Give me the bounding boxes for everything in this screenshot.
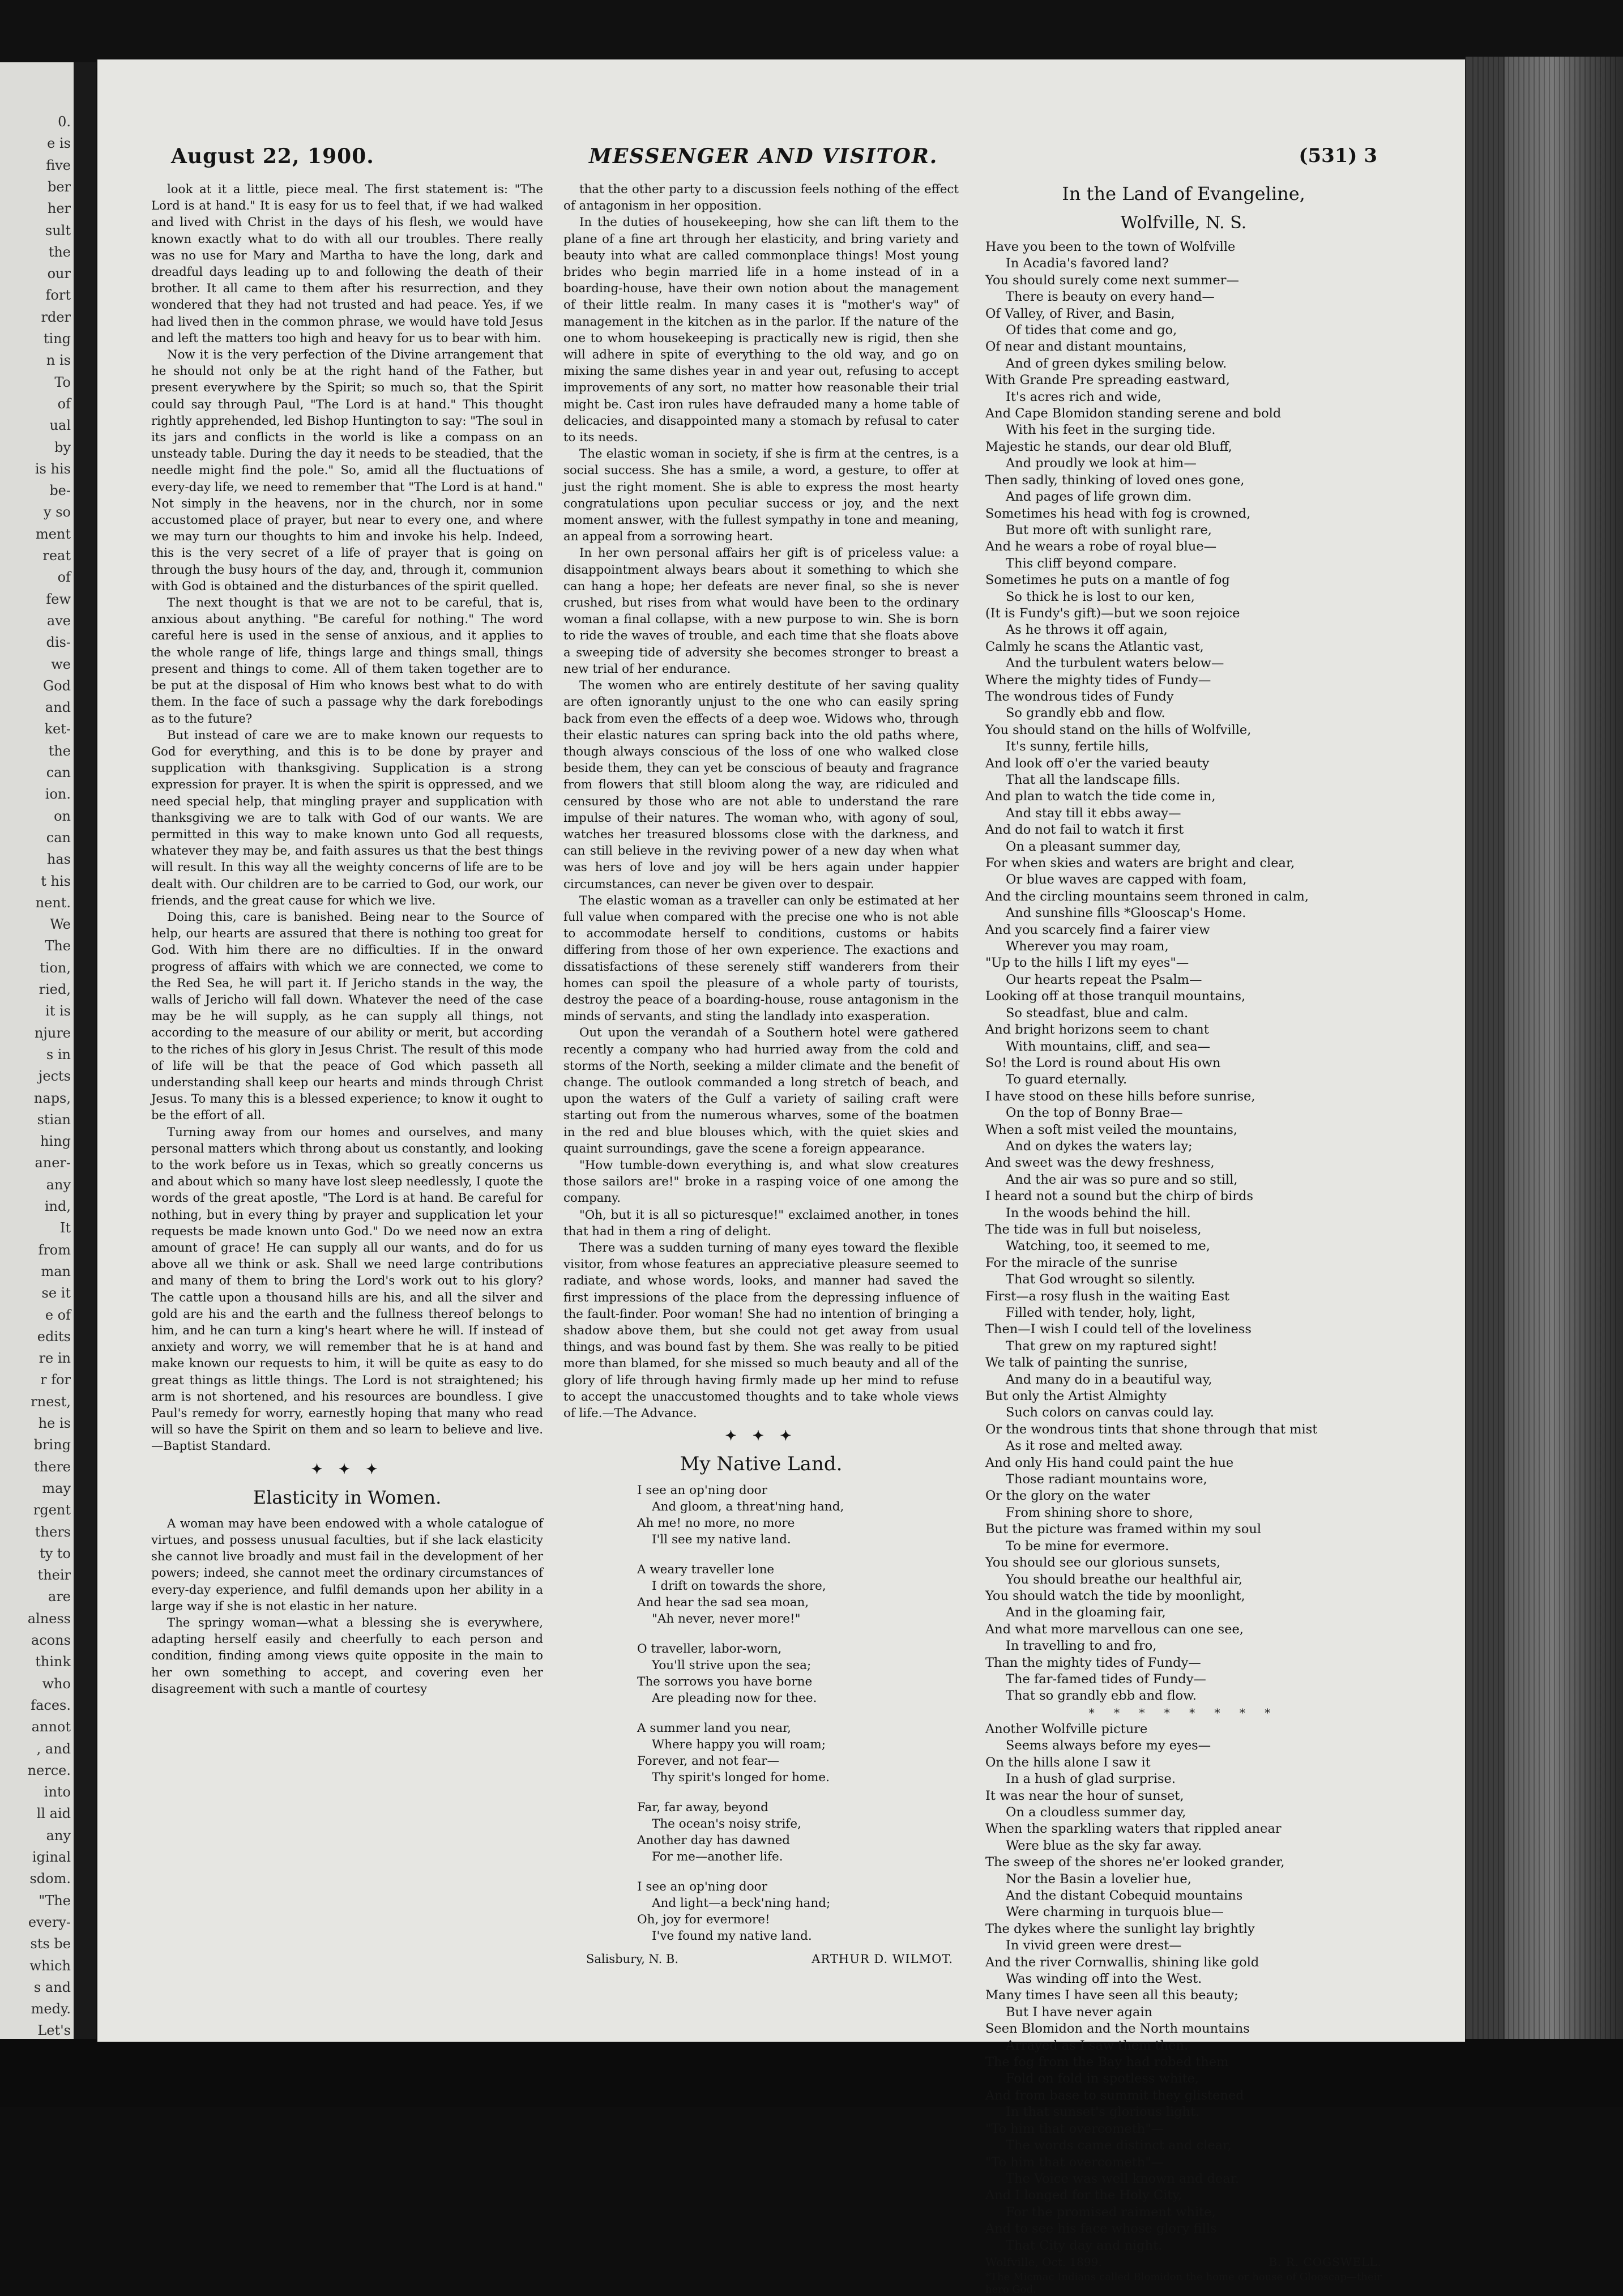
- facing-page-fragment: dis-: [46, 634, 71, 651]
- paragraph: "Oh, but it is all so picturesque!" exclaimed another, in tones that had in them a ring of delight.: [563, 1207, 959, 1239]
- poem-line: And only His hand could paint the hue: [985, 1455, 1234, 1470]
- native-land-place: Salisbury, N. B.: [586, 1952, 679, 1966]
- poem-line: Many times I have seen all this beauty;: [985, 1988, 1238, 2003]
- poem-line: With mountains, cliff, and sea—: [1006, 1039, 1211, 1054]
- poem-line: And he wears a robe of royal blue—: [985, 539, 1217, 554]
- poem-line: And pages of life grown dim.: [1006, 489, 1192, 505]
- paragraph: A woman may have been endowed with a whole catalogue of virtues, and possess unusual faculties, but if she lack elasticity she cannot live broadly and must fail in the development of her powers; indeed, she cannot meet the ordinary circumstances of every-day experience, and fulfil demands upon her ability in a large way if she is not elastic in her nature.: [151, 1516, 543, 1614]
- poem-line: And you scarcely find a fairer view: [985, 922, 1210, 937]
- poem-line: Nor the Basin a lovelier hue,: [1006, 1871, 1191, 1887]
- facing-page-fragment: are: [48, 1589, 71, 1605]
- poem-line: "Ah never, never more!": [652, 1612, 801, 1627]
- page-header: [171, 144, 1377, 178]
- poem-line: For when skies and waters are bright and clear,: [985, 856, 1295, 871]
- facing-page-fragment: alness: [27, 1610, 71, 1627]
- poem-line: And look off o'er the varied beauty: [985, 756, 1210, 771]
- poem-line: And many do in a beautiful way,: [1006, 1372, 1212, 1387]
- poem-line: Forever, and not fear—: [637, 1754, 779, 1769]
- poem-line: As he throws it off again,: [1006, 622, 1168, 638]
- facing-page-fragment: edits: [37, 1328, 71, 1345]
- facing-page-fragment: thers: [35, 1523, 71, 1540]
- facing-page-fragment: aner-: [35, 1155, 71, 1171]
- facing-page-fragment: rnest,: [31, 1393, 71, 1410]
- poem-line: You should surely come next summer—: [985, 272, 1240, 288]
- poem-line: There is beauty on every hand—: [1006, 289, 1215, 305]
- poem-line: The tide was in full but noiseless,: [985, 1222, 1202, 1237]
- poem-line: Thy spirit's longed for home.: [652, 1770, 830, 1785]
- poem-line: Was winding off into the West.: [1006, 1971, 1202, 1987]
- poem-line: Watching, too, it seemed to me,: [1006, 1239, 1210, 1254]
- facing-page-fragment: their: [37, 1567, 71, 1584]
- section-separator: ✦ ✦ ✦: [725, 1427, 797, 1444]
- poem-line: The sorrows you have borne: [637, 1675, 813, 1689]
- facing-page-fragment: ion.: [45, 786, 71, 803]
- paragraph: The women who are entirely destitute of her saving quality are often ignorantly unjust to the one who can easily spring back from even the effects of a deep woe. Widows who, through their elastic natures can spring back into the old paths where, though always conscious of the loss of one who walked close beside them, they can yet be conscious of beauty and fragrance from flowers that still bloom along the way, are ridiculed and censured by those who are not able to understand the rare impulse of their natures. The woman who, with agony of soul, watches her treasured blossoms close with the darkness, and can still believe in the reviving power of a new day when what was hers of love and joy will be hers again under happier circumstances, can never be given over to despair.: [563, 678, 959, 891]
- facing-page-fragment: Let's: [37, 2022, 71, 2039]
- facing-page-fragment: iginal: [32, 1849, 71, 1865]
- evangeline-poem-part-2: [985, 1721, 1382, 2254]
- poem-line: Calmly he scans the Atlantic vast,: [985, 639, 1204, 654]
- facing-page-fragment: nent.: [35, 894, 71, 911]
- paragraph: Out upon the verandah of a Southern hotel were gathered recently a company who had hurried away from the cold and storms of the North, seeking a milder climate and the benefit of change. The outlook commanded a long stretch of beach, and upon the waters of the Gulf a variety of sailing craft were starting out from the numerous wharves, some of the boatmen in the red and blue blouses which, with the quiet skies and quaint surroundings, gave the scene a foreign appearance.: [563, 1026, 959, 1156]
- worry-article-body: [151, 181, 543, 1455]
- poem-line: The words came distinct and clear,: [1006, 2138, 1232, 2153]
- evangeline-credit: [985, 2254, 1382, 2271]
- facing-page-fragment: ty to: [40, 1545, 71, 1561]
- poem-line: Or blue waves are capped with foam,: [1006, 872, 1247, 887]
- facing-page-fragment: acons: [31, 1632, 71, 1648]
- poem-line: (It is Fundy's gift)—but we soon rejoice: [985, 605, 1240, 621]
- poem-line: On a pleasant summer day,: [1006, 839, 1181, 854]
- stanza-gap: [637, 1627, 959, 1641]
- poem-line: Wherever you may roam,: [1006, 939, 1169, 954]
- facing-page-fragment: To: [54, 374, 71, 390]
- poem-line: And the turbulent waters below—: [1006, 656, 1224, 671]
- poem-line: And I longed for the Holy City,: [985, 2188, 1182, 2203]
- poem-line: On a cloudless summer day,: [1006, 1804, 1186, 1820]
- facing-page-fragment: n is: [46, 352, 71, 369]
- poem-line: Of Valley, of River, and Basin,: [985, 306, 1175, 321]
- poem-line: First—a rosy flush in the waiting East: [985, 1288, 1230, 1304]
- paragraph: In her own personal affairs her gift is of priceless value: a disappointment always bears about it something to which she can hang a hope; her defeats are never final, so she is never crushed, but rises from what would have been to the ordinary woman a final collapse, with a new purpose to win. She is born to ride the waves of trouble, and each time that she floats above a sweeping tide of adversity she becomes stronger to breast a new trial of her endurance.: [563, 546, 959, 676]
- evangeline-author: B. R. COGSWELL.: [1268, 2255, 1382, 2269]
- facing-page-fragment: ting: [43, 331, 71, 347]
- poem-line: And stay till it ebbs away—: [1006, 805, 1181, 821]
- scan-border-top: [0, 0, 1623, 68]
- facing-page-fragment: s and: [33, 1979, 71, 1995]
- elasticity-article-body: [151, 1516, 543, 1697]
- poem-line: To guard eternally.: [1006, 1072, 1127, 1087]
- facing-page-fragment: God: [43, 677, 71, 694]
- poem-line: Then sadly, thinking of loved ones gone,: [985, 472, 1245, 488]
- poem-line: And Cape Blomidon standing serene and bold: [985, 406, 1282, 421]
- facing-page-fragment: hing: [40, 1133, 71, 1150]
- facing-page-fragment: stian: [37, 1111, 71, 1128]
- poem-line: The far-famed tides of Fundy—: [1006, 1671, 1206, 1687]
- poem-line: And the circling mountains seem throned in calm,: [985, 889, 1309, 904]
- facing-page-fragment: think: [35, 1654, 71, 1670]
- poem-line: And sunshine fills *Glooscap's Home.: [1006, 906, 1246, 921]
- facing-page-fragment: faces.: [31, 1697, 71, 1713]
- poem-line: And hear the sad sea moan,: [637, 1595, 809, 1610]
- facing-page-fragment: any: [46, 1827, 71, 1843]
- poem-line: It's acres rich and wide,: [1006, 389, 1161, 404]
- poem-line: A summer land you near,: [637, 1721, 791, 1736]
- facing-page-fragment: who: [42, 1675, 71, 1692]
- facing-page-fragment: 0.: [58, 114, 71, 130]
- paragraph: that the other party to a discussion feels nothing of the effect of antagonism in her opposition.: [563, 182, 959, 214]
- facing-page-fragment: five: [46, 157, 71, 173]
- poem-line: So steadfast, blue and calm.: [1006, 1005, 1189, 1021]
- poem-line: Or the glory on the water: [985, 1488, 1151, 1504]
- evangeline-poem-part-1: [985, 239, 1382, 1705]
- facing-page-fragment: can: [46, 765, 71, 780]
- facing-page-fragment: of: [57, 395, 71, 412]
- facing-page-fragment: which: [29, 1957, 71, 1974]
- facing-page-fragment: nerce.: [27, 1762, 71, 1778]
- poem-line: Far, far away, beyond: [637, 1800, 768, 1815]
- poem-line: Looking off at those tranquil mountains,: [985, 989, 1246, 1004]
- poem-line: I see an op'ning door: [637, 1880, 767, 1894]
- poem-line: In vivid green were drest—: [1006, 1938, 1182, 1953]
- facing-page-fragment: We: [50, 916, 71, 933]
- facing-page-fragment: reat: [42, 548, 71, 564]
- facing-page-fragment: se it: [41, 1285, 71, 1301]
- poem-line: Sometimes his head with fog is crowned,: [985, 506, 1251, 521]
- poem-line: Another day has dawned: [637, 1833, 791, 1848]
- facing-page-fragment: man: [41, 1263, 71, 1279]
- poem-line: Seen Blomidon and the North mountains: [985, 2021, 1250, 2037]
- native-land-poem: [563, 1482, 959, 1944]
- column-2: [563, 181, 959, 1970]
- poem-line: I see an op'ning door: [637, 1483, 767, 1498]
- facing-page-fragment: we: [51, 656, 71, 672]
- poem-line: Then—I wish I could tell of the loveliness: [985, 1322, 1252, 1337]
- poem-line: Seems always before my eyes—: [1006, 1738, 1211, 1753]
- poem-line: To be mine for evermore.: [1006, 1538, 1169, 1554]
- facing-page-fragment: re in: [39, 1350, 71, 1367]
- paragraph: But instead of care we are to make known our requests to God for everything, and this is to be done by prayer and supplication with thanksgiving. Supplication is a strong expression for prayer. It is when the spirit is oppressed, and we need special help, that mingling prayer and supplication with thanksgiving we are to talk with God of our wants. We are permitted in this way to make known unto God all requests, whatever they may be, and faith assures us that the best things will result. In this way all the weighty concerns of life are to be dealt with. Our children are to be carried to God, our work, our friends, and the great cause for which we live.: [151, 728, 543, 908]
- poem-line: With his feet in the surging tide.: [1006, 423, 1216, 438]
- poem-line: You should breathe our healthful air,: [1006, 1572, 1242, 1587]
- poem-line: I heard not a sound but the chirp of birds: [985, 1189, 1254, 1204]
- poem-line: For me—another life.: [652, 1850, 783, 1864]
- paragraph: look at it a little, piece meal. The first statement is: "The Lord is at hand." It is easy for us to feel that, if we had walked and lived with Christ in the days of his flesh, we would have known exactly what to do with all our troubles. There really was no use for Mary and Martha to have the long, dark and dreadful days leading up to and following the death of their brother. It all came to them after his resurrection, and they wondered that they had not trusted and had peace. Yes, if we had lived then in the common phrase, we would have told Jesus and left the matters too high and heavy for us to bear with him.: [151, 182, 543, 345]
- poem-line: It was near the hour of sunset,: [985, 1788, 1184, 1803]
- facing-page-fragment: by: [54, 439, 71, 455]
- facing-page-fragment: njure: [34, 1025, 71, 1041]
- facing-page-fragment: every-: [28, 1914, 71, 1930]
- poem-line: When the sparkling waters that rippled anear: [985, 1821, 1282, 1837]
- poem-line: Ah me! no more, no more: [637, 1516, 795, 1531]
- facing-page-fragment: on: [54, 808, 71, 824]
- facing-page-fragment: our: [47, 266, 71, 282]
- facing-page-fragment: the: [48, 244, 71, 260]
- paragraph: There was a sudden turning of many eyes toward the flexible visitor, from whose features an appreciative pleasure seemed to radiate, and whose words, looks, and manner had saved the first impressions of the place from the depressing influence of the fault-finder. Poor woman! She had no intention of bringing a shadow above them, but she could not get away from usual things, and was bound fast by them. She was really to be pitied more than blamed, for she missed so much beauty and all of the glory of life through having firmly made up her mind to refuse to accept the unaccustomed thoughts and to take whole views of life.—The Advance.: [563, 1241, 959, 1421]
- facing-page-fragment: is his: [35, 460, 71, 477]
- facing-page-fragment: ried,: [39, 981, 71, 997]
- poem-line: When a soft mist veiled the mountains,: [985, 1122, 1238, 1137]
- poem-line: That grew on my raptured sight!: [1006, 1338, 1218, 1354]
- facing-page-fragment: t his: [41, 873, 71, 889]
- poem-line: This cliff beyond compare.: [1006, 556, 1177, 571]
- issue-date: August 22, 1900.: [171, 144, 374, 168]
- facing-page-fragment: rgent: [33, 1502, 71, 1518]
- facing-page-fragment: ll aid: [36, 1806, 71, 1822]
- poem-line: But only the Artist Almighty: [985, 1389, 1167, 1404]
- poem-line: The sweep of the shores ne'er looked grander,: [985, 1855, 1285, 1870]
- poem-line: And from base to summit they glistened: [985, 2088, 1244, 2103]
- facing-page-fragment: few: [46, 591, 71, 607]
- facing-page-fragment: ber: [47, 178, 71, 195]
- poem-line: That so grandly ebb and flow.: [1006, 1688, 1197, 1704]
- facing-page-fragment: be-: [49, 483, 71, 499]
- poem-line: With Grande Pre spreading eastward,: [985, 373, 1230, 388]
- poem-line: Where happy you will roam;: [652, 1738, 826, 1752]
- poem-line: Were blue as the sky far away.: [1006, 1838, 1202, 1853]
- facing-page-fragment: medy.: [31, 2001, 71, 2017]
- facing-page-fragment: sdom.: [29, 1871, 71, 1887]
- poem-line: Fold on fold in spotless white,: [1006, 2071, 1199, 2086]
- poem-line: In travelling to and fro,: [1006, 1638, 1157, 1654]
- poem-line: I have stood on these hills before sunrise,: [985, 1089, 1255, 1104]
- facing-page-fragment: It: [59, 1220, 71, 1236]
- facing-page-fragment: s in: [46, 1046, 71, 1062]
- facing-page-fragment: , and: [36, 1740, 71, 1757]
- facing-page-fragment: bring: [33, 1437, 71, 1453]
- poem-line: I'll see my native land.: [652, 1533, 791, 1547]
- facing-page-fragment: there: [34, 1458, 71, 1475]
- poem-line: Were charming in turquois blue—: [1006, 1905, 1224, 1920]
- poem-line: Or the wondrous tints that shone through that mist: [985, 1422, 1318, 1437]
- poem-line: O traveller, labor-worn,: [637, 1642, 782, 1657]
- poem-line: In a hush of glad surprise.: [1006, 1772, 1176, 1787]
- poem-line: We talk of painting the sunrise,: [985, 1355, 1188, 1371]
- elasticity-article-title: Elasticity in Women.: [253, 1486, 442, 1508]
- poem-line: But I have never again: [1006, 2004, 1153, 2020]
- facing-page-fragment: from: [38, 1241, 71, 1258]
- poem-line: For the promised raiment white,: [1006, 2204, 1216, 2220]
- poem-line: And in the gloaming fair,: [1006, 1605, 1166, 1620]
- poem-line: Those radiant mountains wore,: [1006, 1472, 1207, 1487]
- facing-page-fragment: ave: [46, 612, 71, 629]
- column-3: [985, 181, 1382, 2296]
- facing-page-fragment: sts be: [30, 1936, 71, 1952]
- stanza-gap: [637, 1865, 959, 1879]
- native-land-author: ARTHUR D. WILMOT.: [812, 1952, 953, 1966]
- poem-line: You should watch the tide by moonlight,: [985, 1588, 1245, 1603]
- facing-page-fragment: it is: [45, 1003, 71, 1019]
- paragraph: "How tumble-down everything is, and what slow creatures those sailors are!" broke in a rasping voice of one among the company.: [563, 1158, 959, 1206]
- native-land-signature: [563, 1951, 959, 1970]
- page-number: (531) 3: [1299, 144, 1377, 167]
- poem-line: And gloom, a threat'ning hand,: [652, 1500, 844, 1514]
- poem-line: "To him that overcometh"—: [985, 2154, 1164, 2170]
- poem-line: The dykes where the sunlight lay brightly: [985, 1921, 1255, 1936]
- poem-line: Another Wolfville picture: [985, 1721, 1148, 1736]
- facing-page-fragment: has: [46, 851, 71, 868]
- poem-line: For the miracle of the sunrise: [985, 1255, 1178, 1270]
- stanza-gap: [637, 1548, 959, 1561]
- poem-line: Our hearts repeat the Psalm—: [1006, 972, 1202, 987]
- masthead: MESSENGER AND VISITOR.: [589, 144, 938, 168]
- poem-line: Filled with tender, holy, light,: [1006, 1305, 1196, 1320]
- evangeline-title: In the Land of Evangeline,: [1062, 183, 1305, 204]
- poem-line: So grandly ebb and flow.: [1006, 706, 1165, 721]
- poem-line: On the top of Bonny Brae—: [1006, 1106, 1183, 1121]
- facing-page-fragment: and: [45, 699, 71, 716]
- column-1: [151, 181, 543, 1697]
- paragraph: In the duties of housekeeping, how she can lift them to the plane of a fine art through her elasticity, and bring variety and beauty into what are called commonplace things! Most young brides who begin married life in a home instead of in a boarding-house, have their own notion about the management of their little realm. In many cases it is "mother's way" of management in the kitchen as in the parlor. If the nature of the one to whom housekeeping is practically new is rigid, then she will adhere in spite of everything to the old way, and go on mixing the same dishes year in and year out, refusing to accept improvements of any sort, no matter how reasonable their trial might be. Cast iron rules have defrauded many a home table of delicacies, and disappointed many a stomach by refusal to cater to its needs.: [563, 215, 959, 445]
- poem-line: Have you been to the town of Wolfville: [985, 240, 1236, 254]
- poem-line: That God wrought so silently.: [1006, 1272, 1195, 1287]
- facing-page-fragment: "The: [39, 1892, 71, 1909]
- poem-line: Where the mighty tides of Fundy—: [985, 672, 1211, 688]
- elasticity-article-continued: [563, 181, 959, 1422]
- poem-line: And sweet was the dewy freshness,: [985, 1155, 1215, 1171]
- facing-page-fragment: ket-: [44, 721, 71, 737]
- poem-line: Of near and distant mountains,: [985, 339, 1187, 355]
- facing-page-fragment: naps,: [33, 1090, 71, 1106]
- poem-line: And do not fail to watch it first: [985, 822, 1184, 838]
- poem-line: And what more marvellous can one see,: [985, 1621, 1244, 1637]
- poem-line: Arrayed as I saw them then.: [1006, 2038, 1189, 2053]
- poem-line: You'll strive upon the sea;: [652, 1658, 812, 1673]
- facing-page-fragment: r for: [40, 1372, 71, 1388]
- facing-page-fragment: her: [47, 200, 71, 217]
- facing-page-fragment: ual: [49, 417, 71, 434]
- poem-line: A weary traveller lone: [637, 1563, 775, 1577]
- poem-line: And on dykes the waters lay;: [1006, 1138, 1193, 1154]
- facing-page-fragment: can: [46, 829, 71, 846]
- poem-line: It's sunny, fertile hills,: [1006, 739, 1149, 754]
- poem-line: But more oft with sunlight rare,: [1006, 522, 1212, 537]
- stanza-gap: [637, 1706, 959, 1720]
- poem-line: And plan to watch the tide come in,: [985, 789, 1216, 804]
- poem-line: And proudly we look at him—: [1006, 456, 1197, 471]
- native-land-title: My Native Land.: [680, 1453, 843, 1476]
- poem-line: The ocean's noisy strife,: [652, 1817, 801, 1832]
- poem-line: The wondrous tides of Fundy: [985, 689, 1174, 704]
- facing-page-fragment: jects: [38, 1068, 71, 1085]
- poem-line: And the air was so pure and so still,: [1006, 1172, 1238, 1187]
- poem-line: Sometimes he puts on a mantle of fog: [985, 573, 1230, 588]
- facing-page-fragment: ment: [35, 526, 71, 542]
- poem-line: So! the Lord is round about His own: [985, 1055, 1221, 1070]
- poem-line: Majestic he stands, our dear old Bluff,: [985, 439, 1232, 454]
- poem-line: Than the mighty tides of Fundy—: [985, 1655, 1201, 1670]
- poem-line: And light—a beck'ning hand;: [652, 1896, 831, 1911]
- poem-line: As it rose and melted away.: [1006, 1439, 1183, 1454]
- poem-line: The Voice was well known and dear.: [1006, 2171, 1240, 2186]
- poem-line: In the woods behind the hill.: [1006, 1205, 1191, 1220]
- poem-line: Of tides that come and go,: [1006, 323, 1177, 338]
- poem-line: On the hills alone I saw it: [985, 1755, 1151, 1770]
- poem-line: But the picture was framed within my soul: [985, 1522, 1262, 1537]
- evangeline-place-date: Wolfville, Oct. 1899.: [985, 2255, 1102, 2269]
- facing-page-edge: [0, 62, 96, 2039]
- facing-page-fragment: of: [57, 569, 71, 586]
- newspaper-page: [97, 59, 1465, 2295]
- facing-page-fragment: e is: [47, 135, 71, 152]
- poem-line: I've found my native land.: [652, 1929, 812, 1944]
- page-stack-lines: [1472, 57, 1620, 2045]
- facing-page-fragment: fort: [45, 287, 71, 304]
- poem-line: In Acadia's favored land?: [1006, 256, 1169, 271]
- facing-page-fragment: the: [48, 742, 71, 759]
- poem-line: I drift on towards the shore,: [652, 1579, 826, 1594]
- facing-page-fragment: annot: [31, 1719, 71, 1735]
- stanza-stars: * * * * * * * *: [1088, 1705, 1279, 1719]
- poem-line: The fog from the Bay had robed them: [985, 2055, 1229, 2070]
- poem-line: And the river Cornwallis, shining like gold: [985, 1954, 1259, 1970]
- facing-page-fragment: sult: [45, 222, 71, 238]
- facing-page-fragment: any: [46, 1176, 71, 1193]
- paragraph: Doing this, care is banished. Being near to the Source of help, our hearts are assured that there is nothing too great for God. With him there are no difficulties. If in the onward progress of affairs with which we are connected, we come to the Red Sea, he will part it. If Jericho stands in the way, the walls of Jericho will fall down. Whatever the need of the case may be he will supply, as he can supply all things, not according to the measure of our ability or merit, but according to the riches of his glory in Jesus Christ. The result of this mode of life will be that the peace of God which passeth all understanding shall keep our hearts and minds through Christ Jesus. To many this is a blessed experience; to know it ought to be the effort of all.: [151, 910, 543, 1123]
- paragraph: The elastic woman as a traveller can only be estimated at her full value when compared with the precise one who is not able to accommodate herself to conditions, customs or habits differing from those of her own experience. The exactions and dissatisfactions of these serenely stiff wanderers from their homes can spoil the pleasure of a whole party of tourists, destroy the peace of a boarding-house, rouse antagonism in the minds of servants, and sting the landlady into exasperation.: [563, 893, 959, 1024]
- poem-line: In that sunset's glorious light.: [1006, 2105, 1200, 2120]
- poem-line: And the distant Cobequid mountains: [1006, 1888, 1243, 1904]
- facing-page-fragment: The: [45, 938, 71, 954]
- paragraph: The springy woman—what a blessing she is everywhere, adapting herself easily and cheerfully to each person and condition, finding among views quite opposite in the main to her own something to accept, and covering even her disagreement with such a mantle of courtesy: [151, 1616, 543, 1696]
- poem-line: Such colors on canvas could lay.: [1006, 1405, 1214, 1420]
- stanza-gap: [637, 1786, 959, 1799]
- facing-page-fragment: e of: [45, 1307, 71, 1323]
- facing-page-fragment: he is: [38, 1415, 71, 1431]
- poem-line: You should see our glorious sunsets,: [985, 1555, 1221, 1571]
- poem-line: That City day and night.: [1006, 2238, 1163, 2253]
- paragraph: Turning away from our homes and ourselves, and many personal matters which throng about us constantly, and looking to the work before us in Texas, which so greatly concerns us and about which so many have lost sleep needlessly, I quote the words of the great apostle, "The Lord is at hand. Be careful for nothing, but in every thing by prayer and supplication let your requests be made known unto God." Do we need now an extra amount of grace! He can supply all our wants, and do for us above all we think or ask. Shall we need large contributions and many of them to bring the Lord's work out to his glory? The cattle upon a thousand hills are his, and all the silver and gold are his and the earth and the fullness thereof belongs to him, and he can turn a king's heart where he will. If instead of anxiety and worry, we will remember that he is at hand and make known our requests to him, it will be quite as easy to do great things as little things. The Lord is not straightened; his arm is not shortened, and his resources are boundless. I give Paul's remedy for worry, earnestly hoping that many who read will so have the Spirit on them and so learn to believe and live.—Baptist Standard.: [151, 1125, 543, 1454]
- poem-line: So thick he is lost to our ken,: [1006, 589, 1195, 604]
- glooscap-footnote: *The Micmac Indians called Blomidon the home or house of Glooscap—their hero God.: [985, 2271, 1382, 2295]
- book-gutter: [74, 62, 96, 2039]
- facing-page-fragment: y so: [44, 504, 71, 520]
- paragraph: Now it is the very perfection of the Divine arrangement that he should not only be at the right hand of the Father, but present everywhere by the Spirit; so much so, that the Spirit could say through Paul, "The Lord is at hand." This thought rightly apprehended, led Bishop Huntington to say: "The soul in its jars and conflicts in the world is like a compass on an unsteady table. During the day it needs to be steadied, that the needle might find the pole." So, amid all the fluctuations of every-day life, we need to remember that "The Lord is at hand." Not simply in the heavens, nor in the church, nor in some accustomed place of prayer, but near to every one, and where we may turn our thoughts to him and invoke his help. Indeed, this is the very secret of a life of prayer that is going on through the busy hours of the day, and, through it, communion with God is obtained and the disturbances of the spirit quelled.: [151, 348, 543, 594]
- paragraph: The next thought is that we are not to be careful, that is, anxious about anything. "Be careful for nothing." The word careful here is used in the sense of anxious, and it applies to the whole range of life, things large and things small, things present and things to come. All of them taken together are to be put at the disposal of Him who knows best what to do with them. In the face of such a passage why the dark forebodings as to the future?: [151, 596, 543, 726]
- facing-page-fragment: may: [42, 1480, 71, 1496]
- evangeline-subtitle: Wolfville, N. S.: [1120, 213, 1247, 233]
- poem-line: "Up to the hills I lift my eyes"—: [985, 955, 1189, 971]
- facing-page-fragment: rder: [41, 309, 71, 325]
- facing-page-fragment: into: [44, 1784, 71, 1800]
- poem-line: You should stand on the hills of Wolfville,: [985, 722, 1252, 737]
- poem-line: And bright horizons seem to chant: [985, 1022, 1209, 1038]
- poem-line: And of green dykes smiling below.: [1006, 356, 1227, 371]
- poem-line: Are pleading now for thee.: [652, 1691, 817, 1706]
- section-separator: ✦ ✦ ✦: [311, 1460, 383, 1477]
- poem-line: From shining shore to shore,: [1006, 1505, 1193, 1520]
- poem-line: Oh, joy for evermore!: [637, 1913, 770, 1927]
- poem-line: And to see his face whose glory fills: [985, 2221, 1217, 2237]
- poem-line: That all the landscape fills.: [1006, 773, 1181, 787]
- facing-page-fragment: tion,: [40, 959, 71, 976]
- facing-page-fragment: ind,: [44, 1198, 71, 1214]
- paragraph: The elastic woman in society, if she is firm at the centres, is a social success. She has a smile, a word, a gesture, to offer at just the right moment. She is able to express the most hearty congratulations upon peculiar success or joy, and the next moment answer, with the fullest sympathy in tone and meaning, an appeal from a sorrowing heart.: [563, 447, 959, 544]
- poem-line: "To him that overcometh"—: [985, 2121, 1164, 2136]
